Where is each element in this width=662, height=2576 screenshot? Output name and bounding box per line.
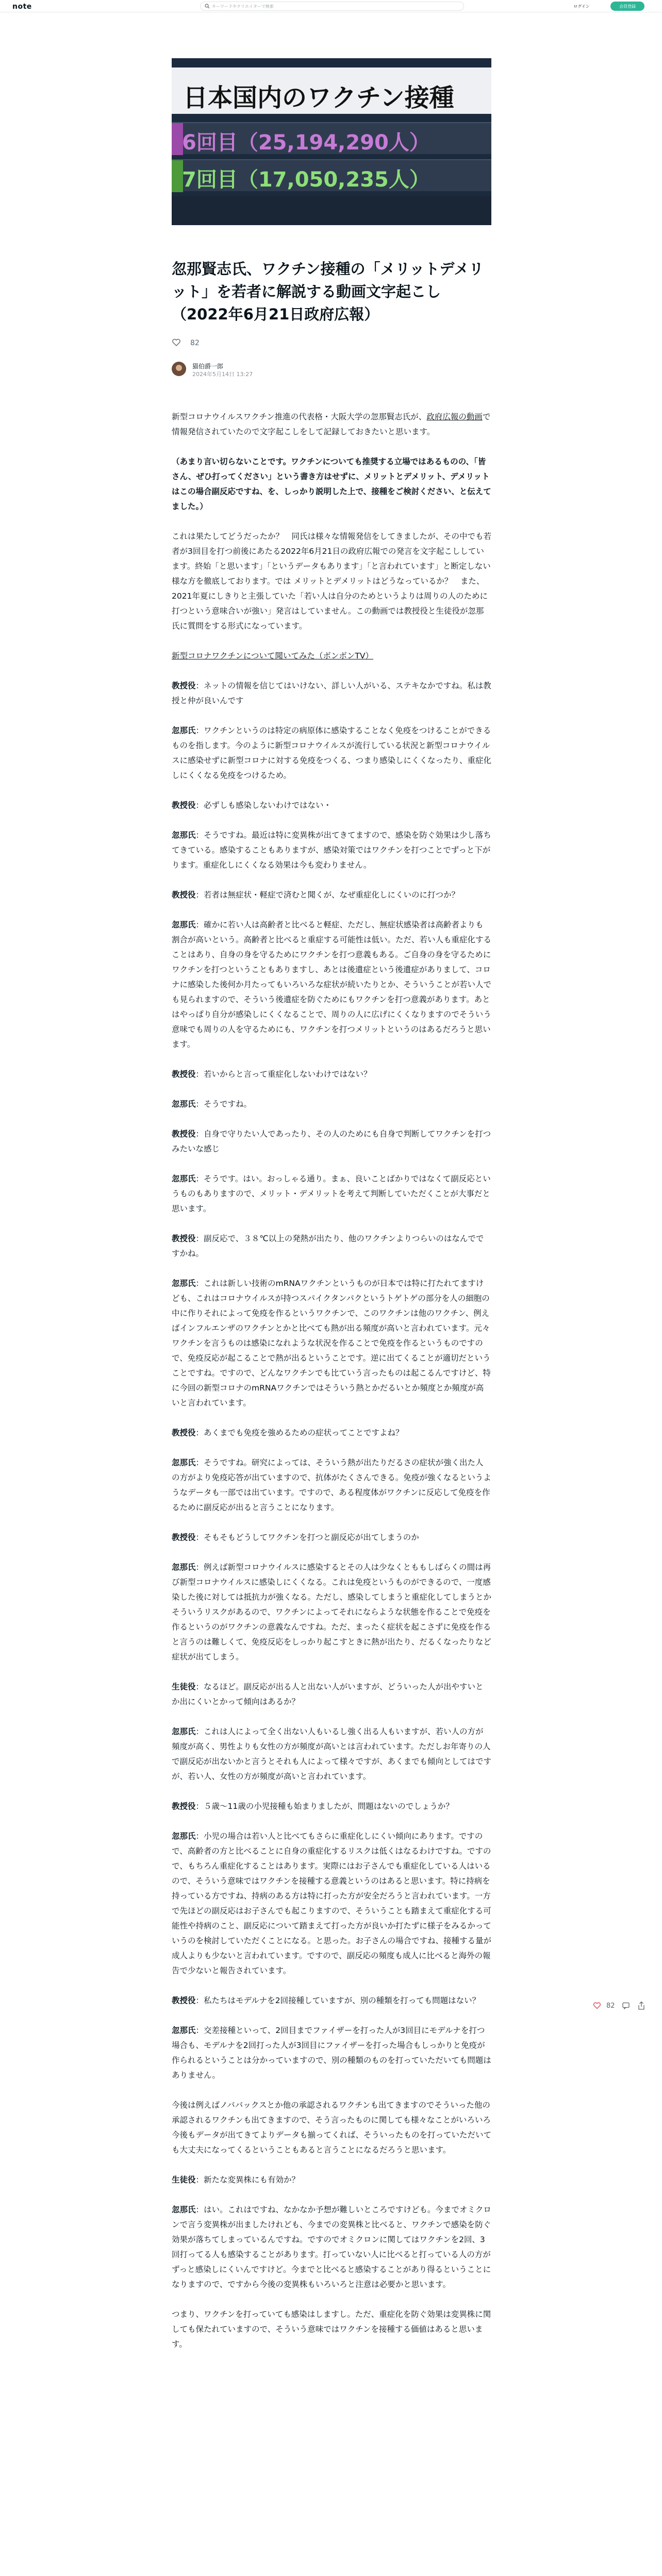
qa-paragraph <box>172 2173 491 2188</box>
hero-row-6th-dose <box>172 122 491 154</box>
speaker-label: 忽那氏 <box>172 1563 196 1572</box>
author-name[interactable]: 猫伯爵一郎 <box>192 363 224 370</box>
section-heading[interactable] <box>172 649 491 664</box>
qa-text: ：若者は無症状・軽症で済むと聞くが、なぜ重症化しにくいのに打つか？ <box>195 890 460 900</box>
qa-text: ：あくまでも免疫を強めるための症状ってことですよね？ <box>195 1428 404 1437</box>
qa-text: ：５歳〜11歳の小児接種も始まりましたが、問題はないのでしょうか？ <box>195 1802 454 1811</box>
qa-text: ：自身で守りたい人であったり、その人のためにも自身で判断してワクチンを打つみたいな感じ <box>172 1129 491 1154</box>
speaker-label: 教授役 <box>172 1234 196 1243</box>
qa-paragraph <box>172 1127 491 1157</box>
qa-paragraph <box>172 1560 491 1665</box>
speaker-label: 教授役 <box>172 801 196 810</box>
warning-paragraph: （あまり言い切らないことです。ワクチンについても推奨する立場ではあるものの、「皆さん、ぜひ打ってください」という書き方はせずに、メリットとデメリット、デメリットはこの場合副反応ですね、を、しっかり説明した上で、接種をご検討ください、と伝えてました。） <box>172 457 491 511</box>
qa-text: ：そうです。はい。おっしゃる通り。まぁ、良いことばかりではなくて副反応というものもありますので、メリット・デメリットを考えて判断していただくことが大事だと思います。 <box>172 1174 491 1213</box>
site-header <box>0 0 662 12</box>
speaker-label: 忽那氏 <box>172 2026 196 2035</box>
qa-text: ：そもそもどうしてワクチンを打つと副反応が出てしまうのか <box>195 1533 419 1542</box>
speaker-label: 生徒役 <box>172 1682 196 1691</box>
hero-row-7th-dose <box>172 159 491 191</box>
summary-paragraph: これは果たしてどうだったか？ 同氏は様々な情報発信をしてきましたが、その中でも若者が3回目を打つ前後にあたる2022年6月21日の政府広報での発言を文字起こししています。終始「と思います」「というデータもあります」「と言われています」と断定しない様な方を徹底しております。では メリットとデメリットはどうなっているか？ また、2021年夏にしきりと主張していた「若い人は自分のためというよりは周りの人のために打つという意味合いが強い」発言はしていません。この動画では教授役と生徒役が忽那氏に質問をする形式になっています。 <box>172 532 492 631</box>
speaker-label: 忽那氏 <box>172 1832 196 1841</box>
qa-text: ：はい。これはですね、なかなか予想が難しいところですけども。今までオミクロンで言う変異株が出ましたけれども、今までの変異株と比べると、ワクチンで感染を防ぐ効果が落ちてしまっているんですね。ですのでオミクロンに関してはワクチンを2回、3回打ってる人も感染することがあります。打っていない人に比べると打っている人の方がずっと感染しにくいんですけど。今までと比べると感染することがあり得るということになりますので、ですから今後の変異株もいろいろと注意は必要かと思います。 <box>172 2205 491 2289</box>
qa-paragraph <box>172 798 491 813</box>
speaker-label: 忽那氏 <box>172 831 196 840</box>
hero-row-color-bar <box>172 160 183 192</box>
intro-text: 新型コロナウイルスワクチン推進の代表格・大阪大学の忽那賢志氏が、 <box>172 412 427 421</box>
hero-footer-band <box>172 196 491 225</box>
search-box[interactable] <box>200 2 464 11</box>
speaker-label: 教授役 <box>172 1428 196 1437</box>
hero-title: 日本国内のワクチン接種 <box>183 83 454 112</box>
hero-image <box>172 58 491 225</box>
qa-text: ：そうですね。研究によっては、そういう熱が出たりだるさの症状が強く出た人の方がより免疫応答が出ていますので、抗体がたくさんできる。免疫が強くなるというようなデータも一部では出ています。ですので、ある程度体がワクチンに反応して免疫を作るために副反応が出ると言うことになります。 <box>172 1458 491 1512</box>
qa-text: ：ネットの情報を信じてはいけない、詳しい人がいる、ステキなかですね。私は教授と仲が良いんです <box>172 681 491 705</box>
qa-paragraph <box>172 1426 491 1440</box>
speaker-label: 忽那氏 <box>172 1174 196 1183</box>
qa-paragraph <box>172 918 491 1052</box>
qa-paragraph <box>172 2023 491 2083</box>
qa-paragraph <box>172 1172 491 1216</box>
qa-paragraph <box>172 723 491 783</box>
speaker-label: 忽那氏 <box>172 1458 196 1467</box>
qa-paragraph <box>172 1829 491 1978</box>
qa-text: ：私たちはモデルナを2回接種していますが、別の種類を打っても問題はない？ <box>195 1996 481 2005</box>
note-logo[interactable]: note <box>12 3 32 11</box>
qa-paragraph <box>172 1530 491 1545</box>
qa-text: ：例えば新型コロナウイルスに感染するとその人は少なくとももしばらくの間は再び新型コロナウイルスに感染しにくくなる。これは免疫というものができるので、一度感染した後に対しては抵抗力が強くなる。ただし、感染してしまうと重症化してしまうとかそういうリスクがあるので、ワクチンによってそれにならような状態を作ることで免疫を作るというのがワクチンの意義なんですね。ただ、まったく症状を起こさずに免疫を作ると言うのは難しくて、免疫反応をしっかり起こすときに熱が出たり、だるくなったりなど症状が出てしまう。 <box>172 1563 492 1662</box>
qa-text: ：若いからと言って重症化しないわけではない？ <box>195 1070 372 1079</box>
qa-paragraph <box>172 2307 491 2352</box>
qa-paragraph <box>172 1680 491 1709</box>
share-icon[interactable] <box>637 2001 646 2010</box>
heart-icon[interactable] <box>593 2002 601 2010</box>
qa-paragraph <box>172 1993 491 2008</box>
qa-text: ：交差接種といって、2回目までファイザーを打った人が3回目にモデルナを打つ場合も、モデルナを2回打った人が3回目にファイザーを打った場合もしっかりと免疫が作られるということは分かっていますので、別の種類のものを打っていただいても問題はありません。 <box>172 2026 491 2080</box>
qa-paragraph <box>172 1231 491 1261</box>
speaker-label: 教授役 <box>172 1802 196 1811</box>
section-heading-text[interactable]: 新型コロナワクチンについて聞いてみた（ボンボンTV） <box>172 651 373 660</box>
qa-paragraph <box>172 888 491 903</box>
hero-row-label: 6回目（25,194,290人） <box>182 131 430 155</box>
article-title: 忽那賢志氏、ワクチン接種の「メリットデメリット」を若者に解説する動画文字起こし（2022年6月21日政府広報） <box>172 260 484 323</box>
qa-paragraph <box>172 679 491 708</box>
qa-text: ：小児の場合は若い人と比べてもさらに重症化しにくい傾向にあります。ですので、高齢者の方と比べることに自身の重症化するリスクは低くはなるわけですね。ですので、もちろん重症化することはあります。実際にはお子さんでも重症化している人はいるので、そういう意味ではワクチンを接種する意義というのはあると思います。特に持病を持っている方ですね、持病のある方は特に打った方が安全だろうと言われています。一方で先ほどの副反応はお子さんでも起こりますので、そういうことも踏まえて重症化する可能性や持病のこと、副反応について踏まえて打った方が良いか打たずに様子をみるかっていうのを検討していただくことになる。と思った。お子さんの場合ですね、接種する量が成人よりも少ないと言われています。ですので、副反応の頻度も成人に比べると海外の報告で少ないと報告されています。 <box>172 1832 492 1975</box>
speaker-label: 忽那氏 <box>172 1727 196 1736</box>
speaker-label: 教授役 <box>172 1996 196 2005</box>
avatar[interactable] <box>172 362 186 376</box>
qa-paragraph <box>172 1724 491 1784</box>
speaker-label: 忽那氏 <box>172 1279 196 1288</box>
qa-text: ：そうですね。最近は特に変異株が出てきてますので、感染を防ぐ効果は少し落ちてきている。感染することもありますが、感染対策ではワクチンを打つことでずっと下がります。重症化しにくくなる効果は今も変わりません。 <box>172 831 491 870</box>
qa-text: ：ワクチンというのは特定の病原体に感染することなく免疫をつけることができるものを指します。今のように新型コロナウイルスが流行している状況と新型コロナウイルスに感染せずに新型コロナに対する免疫をつくる、つまり感染しにくくなったり、重症化しにくくなる免疫をつけるため。 <box>172 726 492 780</box>
speaker-label: 生徒役 <box>172 2175 196 2184</box>
qa-text: ：これは新しい技術のmRNAワクチンというものが日本では特に打たれてますけども、これはコロナウイルスが持つスパイクタンパクというトゲトゲの部分を人の細胞の中に作りそれによって免疫を作るというワクチンで、このワクチンは他のワクチン、例えばインフルエンザのワクチンとかと比べても熱が出る頻度が高いと言われています。元々ワクチンを言うものは感染になれような状況を作ることで免疫を作るというものですので、免疫反応が起こることで熱が出るということです。逆に出てくることが適切だということですね。ですので、どんなワクチンでも比ていう言ったものは起こるんですけど、特に今回の新型コロナのmRNAワクチンではそういう熱とかだるいとか頻度とか頻度が高いと言われています。 <box>172 1279 491 1408</box>
qa-paragraph <box>172 1097 491 1112</box>
comment-icon[interactable] <box>622 2002 630 2010</box>
publish-date: 2024年5月14日 13:27 <box>192 371 253 378</box>
qa-paragraph <box>172 1455 491 1515</box>
qa-text: つまり、ワクチンを打っていても感染はしますし。ただ、重症化を防ぐ効果は変異株に関しても保たれていますので、そういう意味ではワクチンを接種する価値はあると思います。 <box>172 2310 491 2349</box>
speaker-label: 教授役 <box>172 681 196 690</box>
article-body <box>172 410 491 2367</box>
qa-text: ：確かに若い人は高齢者と比べると軽症、ただし、無症状感染者は高齢者よりも割合が高いという。高齢者と比べると重症する可能性は低い。ただ、若い人も重症化することはあり、自身の身を守るためにワクチンを打つ意義もある。ご自身の身を守るためにワクチンを打つということもありますし、あとは後遺症という後遺症がありまして、コロナに感染した後何か月たってもいろいろな症状が続いたりとか、そういうことが若い人でも見られますので、そういう後遺症を防ぐためにもワクチンを打つ意義があります。あとはやっぱり自分が感染しにくくなることで、周りの人に広げにくくなりますのでそういう意味でも周りの人を守るためにも、ワクチンを打つメリットというのはあるだろうと思います。 <box>172 920 492 1049</box>
like-count: 82 <box>606 2002 615 2010</box>
speaker-label: 教授役 <box>172 1129 196 1139</box>
signup-button[interactable]: 会員登録 <box>610 2 644 11</box>
qa-text: ：必ずしも感染しないわけではない・ <box>195 801 332 810</box>
hero-row-label: 7回目（17,050,235人） <box>182 168 430 192</box>
floating-action-bar <box>593 2000 650 2011</box>
speaker-label: 教授役 <box>172 890 196 900</box>
heart-icon[interactable] <box>172 338 181 347</box>
qa-text: ：副反応で、３８℃以上の発熱が出たり、他のワクチンよりつらいのはなんでですかね。 <box>172 1234 484 1258</box>
qa-paragraph <box>172 1067 491 1082</box>
qa-text: ：新たな変異株にも有効か？ <box>195 2175 300 2184</box>
qa-paragraph <box>172 828 491 873</box>
speaker-label: 教授役 <box>172 1070 196 1079</box>
speaker-label: 忽那氏 <box>172 726 196 735</box>
speaker-label: 忽那氏 <box>172 1099 196 1109</box>
search-input[interactable] <box>212 3 459 10</box>
government-video-link[interactable]: 政府広報の動画 <box>426 412 483 421</box>
speaker-label: 教授役 <box>172 1533 196 1542</box>
qa-list <box>172 679 491 2352</box>
qa-text: ：そうですね。 <box>195 1099 252 1109</box>
author-block[interactable] <box>172 361 378 378</box>
login-button[interactable]: ログイン <box>566 2 597 10</box>
intro-text: で情報発信されていたので文字起こしをして記録しておきたいと思います。 <box>172 412 491 436</box>
search-icon <box>205 4 210 9</box>
speaker-label: 忽那氏 <box>172 2205 196 2214</box>
hero-row-color-bar <box>172 123 183 155</box>
qa-paragraph <box>172 2098 491 2158</box>
qa-paragraph <box>172 1799 491 1814</box>
qa-paragraph <box>172 1276 491 1411</box>
intro-paragraph <box>172 410 491 439</box>
speaker-label: 忽那氏 <box>172 920 196 929</box>
qa-paragraph <box>172 2202 491 2292</box>
qa-text: 今後は例えばノババックスとか他の承認されるワクチンも出てきますのでそういった他の承認されるワクチンも出てきますので、そう言ったものに関しても様々なことがいろいろ今後もデータが出てきてよりデータも揃ってくれば、そういったものを打っていただいても大丈夫になってくるということもあると言うことになるだろうと思います。 <box>172 2100 492 2155</box>
qa-text: ：なるほど。副反応が出る人と出ない人がいますが、どういった人が出やすいとか出にくいとかって傾向はあるか？ <box>172 1682 484 1706</box>
qa-text: ：これは人によって全く出ない人もいるし強く出る人もいますが、若い人の方が頻度が高く、男性よりも女性の方が頻度が高いとは言われています。ただしお年寄りの人で副反応が出ないかと言うとそれも人によって様々ですが、あくまでも傾向としてはですが、若い人、女性の方が頻度が高いと言われています。 <box>172 1727 492 1781</box>
like-count: 82 <box>190 339 200 347</box>
